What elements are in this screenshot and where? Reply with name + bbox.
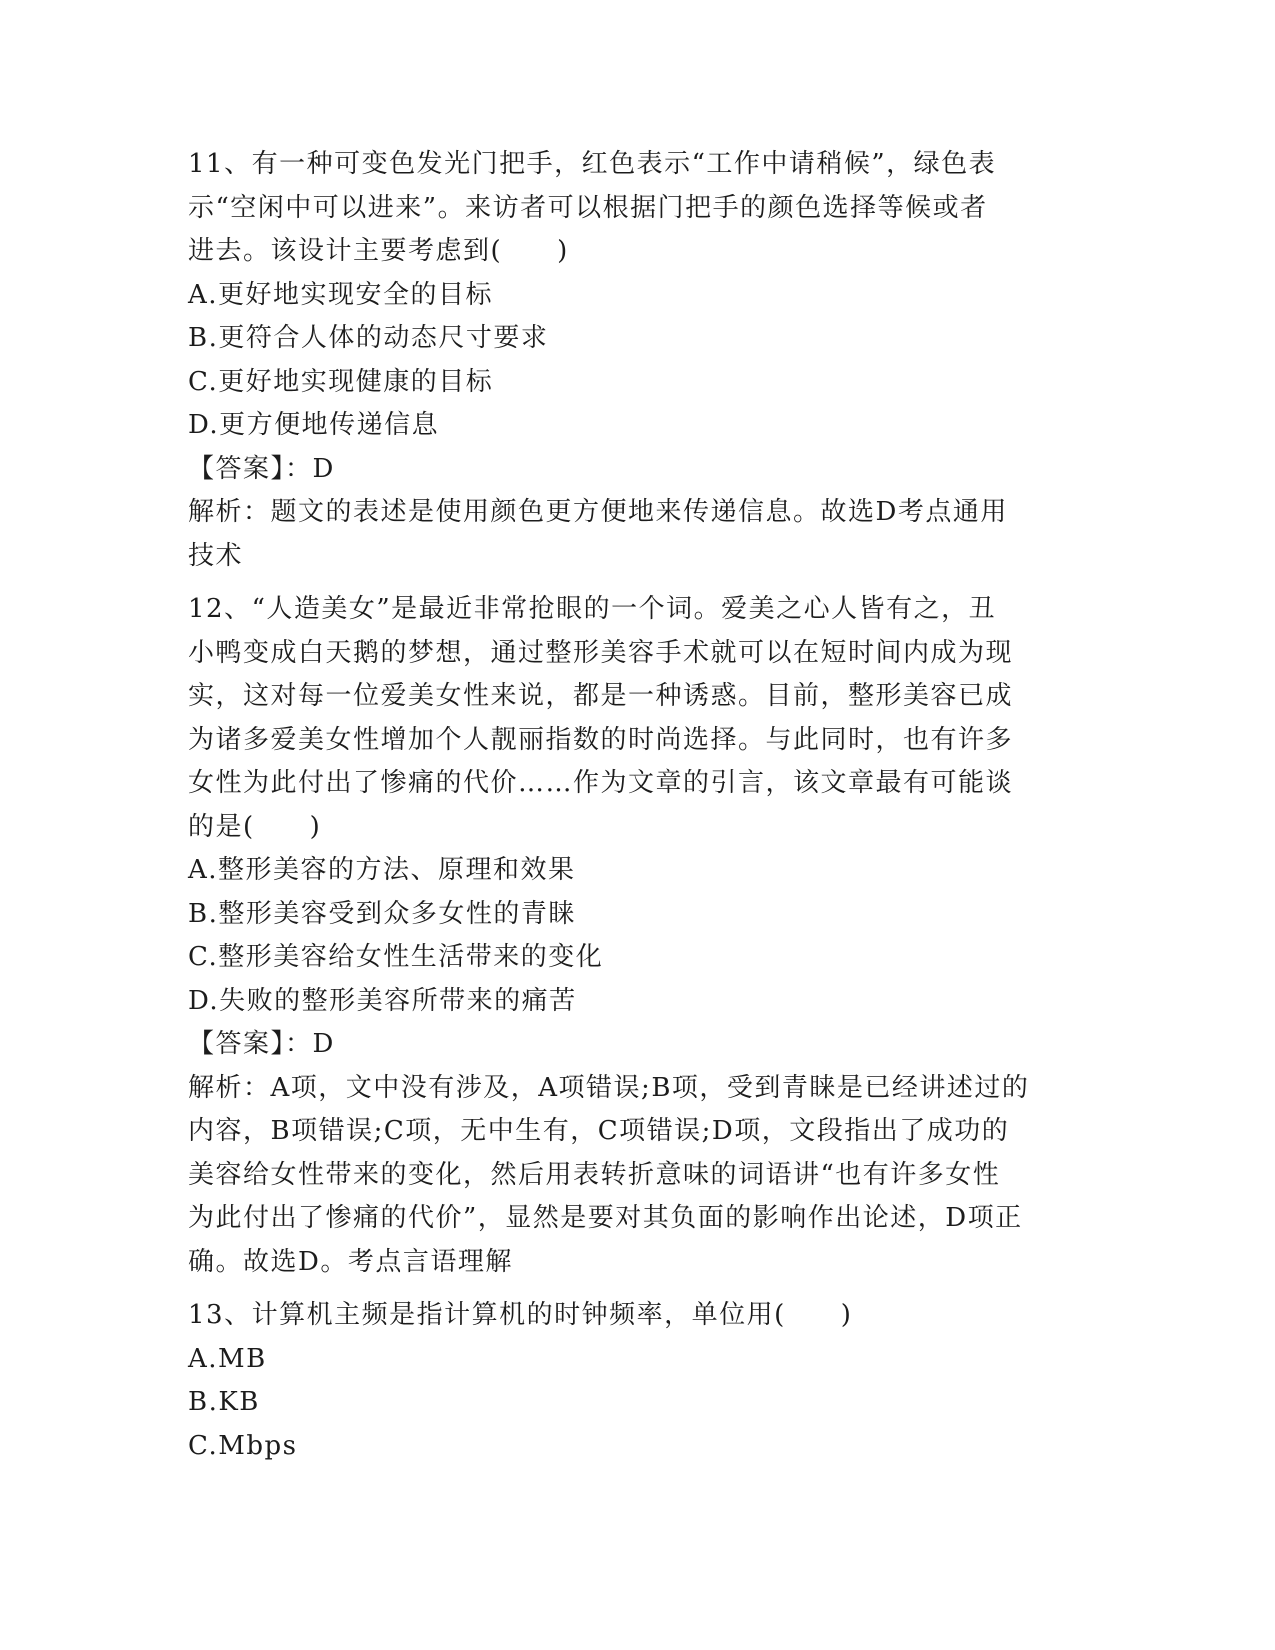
question-stem-line: 11、有一种可变色发光门把手，红色表示“工作中请稍候”，绿色表 — [188, 149, 997, 179]
analysis-line: 内容，B项错误;C项，无中生有，C项错误;D项，文段指出了成功的 — [188, 1116, 1010, 1146]
question-13 — [188, 1294, 1078, 1468]
answer-line: 【答案】：D — [188, 1029, 335, 1059]
analysis-line: 技术 — [188, 540, 244, 571]
option-d: D.失败的整形美容所带来的痛苦 — [188, 985, 577, 1016]
option-a: A.MB — [188, 1343, 267, 1374]
document-page — [188, 143, 1078, 1468]
option-c: C.Mbps — [188, 1430, 298, 1461]
question-stem-line: 为诸多爱美女性增加个人靓丽指数的时尚选择。与此同时，也有许多 — [188, 724, 1014, 755]
option-b: B.整形美容受到众多女性的青睐 — [188, 898, 576, 929]
analysis-line: 解析：A项，文中没有涉及，A项错误;B项，受到青睐是已经讲述过的 — [188, 1072, 1030, 1103]
option-b: B.更符合人体的动态尺寸要求 — [188, 323, 549, 353]
analysis-line: 为此付出了惨痛的代价”，显然是要对其负面的影响作出论述，D项正 — [188, 1203, 1023, 1233]
question-stem-line: 女性为此付出了惨痛的代价……作为文章的引言，该文章最有可能谈 — [188, 768, 1014, 798]
question-stem-line: 实，这对每一位爱美女性来说，都是一种诱惑。目前，整形美容已成 — [188, 681, 1014, 711]
analysis-line: 美容给女性带来的变化，然后用表转折意味的词语讲“也有许多女性 — [188, 1159, 1001, 1190]
question-stem-line: 13、计算机主频是指计算机的时钟频率，单位用( ) — [188, 1300, 853, 1330]
question-stem-line: 12、“人造美女”是最近非常抢眼的一个词。爱美之心人皆有之，丑 — [188, 594, 997, 624]
analysis-line: 确。故选D。考点言语理解 — [188, 1246, 513, 1277]
question-stem-line: 的是( ) — [188, 811, 322, 842]
option-d: D.更方便地传递信息 — [188, 410, 440, 440]
option-a: A.更好地实现安全的目标 — [188, 279, 494, 310]
question-stem-line: 小鸭变成白天鹅的梦想，通过整形美容手术就可以在短时间内成为现 — [188, 637, 1014, 668]
option-b: B.KB — [188, 1387, 260, 1417]
question-stem-line: 进去。该设计主要考虑到( ) — [188, 236, 569, 266]
answer-line: 【答案】：D — [188, 453, 335, 484]
option-c: C.整形美容给女性生活带来的变化 — [188, 942, 604, 972]
option-a: A.整形美容的方法、原理和效果 — [188, 855, 576, 885]
question-11 — [188, 143, 1078, 578]
analysis-line: 解析：题文的表述是使用颜色更方便地来传递信息。故选D考点通用 — [188, 497, 1008, 527]
question-stem-line: 示“空闲中可以进来”。来访者可以根据门把手的颜色选择等候或者 — [188, 192, 988, 223]
question-12 — [188, 588, 1078, 1284]
option-c: C.更好地实现健康的目标 — [188, 366, 494, 397]
